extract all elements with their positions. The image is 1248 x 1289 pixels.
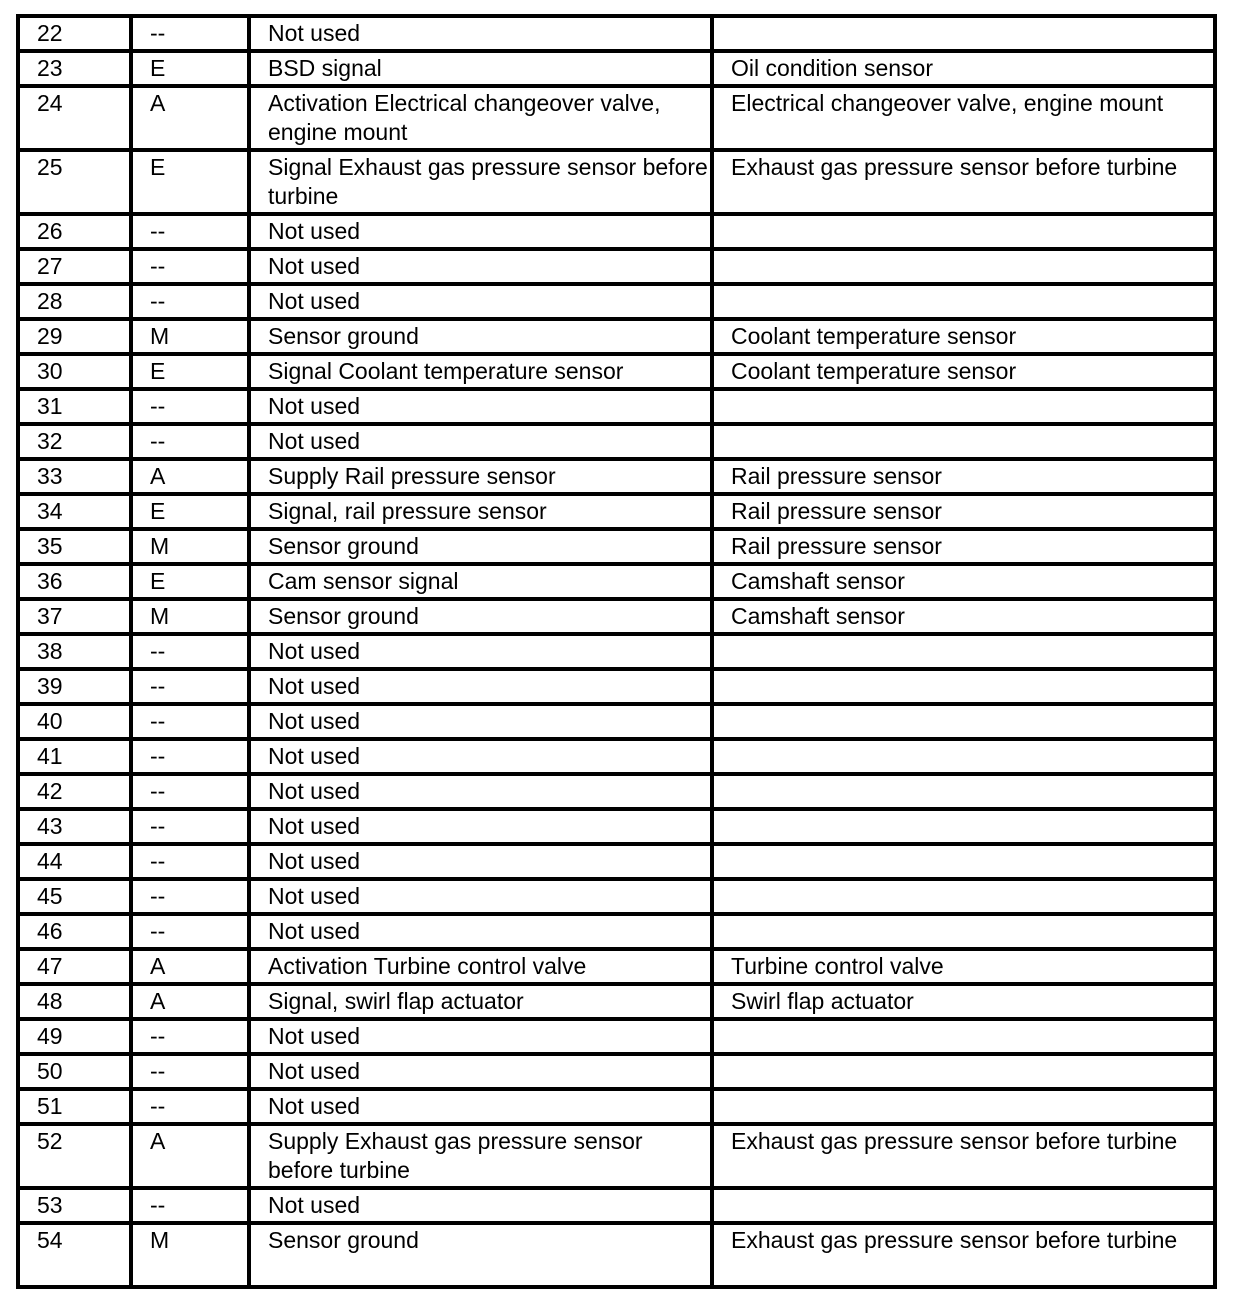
component-cell — [712, 389, 1215, 424]
component-cell — [712, 249, 1215, 284]
description-cell: Not used — [249, 879, 712, 914]
component-cell: Exhaust gas pressure sensor before turbine — [712, 1223, 1215, 1287]
pin-table-body — [18, 16, 1215, 1287]
table-row — [18, 424, 1215, 459]
pin-number-cell: 38 — [18, 634, 131, 669]
pin-number-cell: 24 — [18, 86, 131, 150]
description-cell: Not used — [249, 1188, 712, 1223]
pin-number-cell: 35 — [18, 529, 131, 564]
description-cell: Sensor ground — [249, 1223, 712, 1287]
signal-type-cell: -- — [131, 669, 249, 704]
description-cell: Cam sensor signal — [249, 564, 712, 599]
table-row — [18, 564, 1215, 599]
table-row — [18, 669, 1215, 704]
pin-assignment-table — [16, 14, 1217, 1289]
component-cell: Exhaust gas pressure sensor before turbine — [712, 150, 1215, 214]
table-row — [18, 774, 1215, 809]
signal-type-cell: -- — [131, 879, 249, 914]
pin-number-cell: 40 — [18, 704, 131, 739]
component-cell — [712, 1188, 1215, 1223]
description-cell: Not used — [249, 16, 712, 51]
component-cell — [712, 1019, 1215, 1054]
pin-number-cell: 45 — [18, 879, 131, 914]
component-cell: Coolant temperature sensor — [712, 354, 1215, 389]
table-row — [18, 284, 1215, 319]
signal-type-cell: E — [131, 150, 249, 214]
pin-number-cell: 31 — [18, 389, 131, 424]
component-cell — [712, 774, 1215, 809]
pin-number-cell: 22 — [18, 16, 131, 51]
signal-type-cell: A — [131, 1124, 249, 1188]
pin-number-cell: 50 — [18, 1054, 131, 1089]
pin-number-cell: 30 — [18, 354, 131, 389]
signal-type-cell: -- — [131, 424, 249, 459]
component-cell: Rail pressure sensor — [712, 494, 1215, 529]
pin-number-cell: 46 — [18, 914, 131, 949]
pin-number-cell: 54 — [18, 1223, 131, 1287]
description-cell: Not used — [249, 1019, 712, 1054]
pin-number-cell: 33 — [18, 459, 131, 494]
description-cell: Signal, swirl flap actuator — [249, 984, 712, 1019]
signal-type-cell: M — [131, 319, 249, 354]
component-cell — [712, 879, 1215, 914]
component-cell: Camshaft sensor — [712, 599, 1215, 634]
description-cell: Signal Coolant temperature sensor — [249, 354, 712, 389]
pin-number-cell: 53 — [18, 1188, 131, 1223]
signal-type-cell: -- — [131, 1054, 249, 1089]
table-row — [18, 319, 1215, 354]
table-row — [18, 809, 1215, 844]
description-cell: Sensor ground — [249, 319, 712, 354]
description-cell: Not used — [249, 739, 712, 774]
component-cell: Exhaust gas pressure sensor before turbine — [712, 1124, 1215, 1188]
table-row — [18, 1089, 1215, 1124]
table-row — [18, 16, 1215, 51]
component-cell — [712, 634, 1215, 669]
description-cell: Not used — [249, 249, 712, 284]
table-row — [18, 914, 1215, 949]
pin-number-cell: 44 — [18, 844, 131, 879]
component-cell: Swirl flap actuator — [712, 984, 1215, 1019]
description-cell: Not used — [249, 1089, 712, 1124]
table-row — [18, 1223, 1215, 1287]
table-row — [18, 844, 1215, 879]
signal-type-cell: -- — [131, 704, 249, 739]
component-cell — [712, 704, 1215, 739]
table-row — [18, 879, 1215, 914]
signal-type-cell: A — [131, 984, 249, 1019]
component-cell — [712, 214, 1215, 249]
pin-number-cell: 41 — [18, 739, 131, 774]
table-row — [18, 984, 1215, 1019]
signal-type-cell: M — [131, 599, 249, 634]
pin-number-cell: 48 — [18, 984, 131, 1019]
pin-number-cell: 26 — [18, 214, 131, 249]
table-row — [18, 459, 1215, 494]
pin-number-cell: 47 — [18, 949, 131, 984]
table-row — [18, 634, 1215, 669]
component-cell — [712, 669, 1215, 704]
description-cell: BSD signal — [249, 51, 712, 86]
pin-number-cell: 42 — [18, 774, 131, 809]
component-cell: Camshaft sensor — [712, 564, 1215, 599]
description-cell: Sensor ground — [249, 529, 712, 564]
table-row — [18, 354, 1215, 389]
pin-number-cell: 34 — [18, 494, 131, 529]
description-cell: Not used — [249, 669, 712, 704]
table-row — [18, 949, 1215, 984]
table-row — [18, 51, 1215, 86]
signal-type-cell: -- — [131, 809, 249, 844]
signal-type-cell: E — [131, 354, 249, 389]
signal-type-cell: -- — [131, 214, 249, 249]
pin-number-cell: 27 — [18, 249, 131, 284]
signal-type-cell: -- — [131, 774, 249, 809]
description-cell: Not used — [249, 844, 712, 879]
description-cell: Not used — [249, 389, 712, 424]
description-cell: Not used — [249, 1054, 712, 1089]
description-cell: Not used — [249, 214, 712, 249]
description-cell: Supply Exhaust gas pressure sensor before turbine — [249, 1124, 712, 1188]
description-cell: Not used — [249, 914, 712, 949]
component-cell: Turbine control valve — [712, 949, 1215, 984]
description-cell: Not used — [249, 284, 712, 319]
table-row — [18, 249, 1215, 284]
signal-type-cell: E — [131, 494, 249, 529]
table-row — [18, 704, 1215, 739]
description-cell: Activation Electrical changeover valve, engine mount — [249, 86, 712, 150]
component-cell — [712, 914, 1215, 949]
description-cell: Signal, rail pressure sensor — [249, 494, 712, 529]
description-cell: Not used — [249, 634, 712, 669]
pin-number-cell: 51 — [18, 1089, 131, 1124]
component-cell — [712, 809, 1215, 844]
description-cell: Signal Exhaust gas pressure sensor before turbine — [249, 150, 712, 214]
signal-type-cell: M — [131, 1223, 249, 1287]
component-cell — [712, 424, 1215, 459]
pin-number-cell: 32 — [18, 424, 131, 459]
description-cell: Supply Rail pressure sensor — [249, 459, 712, 494]
description-cell: Not used — [249, 809, 712, 844]
pin-number-cell: 37 — [18, 599, 131, 634]
component-cell: Coolant temperature sensor — [712, 319, 1215, 354]
signal-type-cell: -- — [131, 914, 249, 949]
description-cell: Sensor ground — [249, 599, 712, 634]
pin-number-cell: 39 — [18, 669, 131, 704]
signal-type-cell: -- — [131, 284, 249, 319]
signal-type-cell: A — [131, 86, 249, 150]
signal-type-cell: -- — [131, 1019, 249, 1054]
table-row — [18, 529, 1215, 564]
table-row — [18, 214, 1215, 249]
table-row — [18, 86, 1215, 150]
signal-type-cell: -- — [131, 1188, 249, 1223]
signal-type-cell: -- — [131, 389, 249, 424]
component-cell — [712, 16, 1215, 51]
component-cell: Rail pressure sensor — [712, 529, 1215, 564]
signal-type-cell: -- — [131, 1089, 249, 1124]
table-row — [18, 1019, 1215, 1054]
component-cell — [712, 284, 1215, 319]
pin-number-cell: 49 — [18, 1019, 131, 1054]
signal-type-cell: -- — [131, 16, 249, 51]
signal-type-cell: A — [131, 949, 249, 984]
table-row — [18, 389, 1215, 424]
description-cell: Activation Turbine control valve — [249, 949, 712, 984]
pin-number-cell: 29 — [18, 319, 131, 354]
table-row — [18, 1188, 1215, 1223]
signal-type-cell: -- — [131, 249, 249, 284]
table-row — [18, 739, 1215, 774]
table-row — [18, 1054, 1215, 1089]
pin-number-cell: 43 — [18, 809, 131, 844]
pin-number-cell: 52 — [18, 1124, 131, 1188]
component-cell: Oil condition sensor — [712, 51, 1215, 86]
signal-type-cell: -- — [131, 844, 249, 879]
pin-number-cell: 28 — [18, 284, 131, 319]
signal-type-cell: E — [131, 564, 249, 599]
component-cell — [712, 844, 1215, 879]
signal-type-cell: -- — [131, 634, 249, 669]
signal-type-cell: -- — [131, 739, 249, 774]
component-cell: Electrical changeover valve, engine mount — [712, 86, 1215, 150]
pin-number-cell: 36 — [18, 564, 131, 599]
signal-type-cell: A — [131, 459, 249, 494]
pin-number-cell: 23 — [18, 51, 131, 86]
description-cell: Not used — [249, 424, 712, 459]
component-cell: Rail pressure sensor — [712, 459, 1215, 494]
table-row — [18, 494, 1215, 529]
component-cell — [712, 1089, 1215, 1124]
pin-number-cell: 25 — [18, 150, 131, 214]
description-cell: Not used — [249, 774, 712, 809]
component-cell — [712, 1054, 1215, 1089]
table-row — [18, 599, 1215, 634]
description-cell: Not used — [249, 704, 712, 739]
signal-type-cell: M — [131, 529, 249, 564]
signal-type-cell: E — [131, 51, 249, 86]
table-row — [18, 1124, 1215, 1188]
component-cell — [712, 739, 1215, 774]
table-row — [18, 150, 1215, 214]
